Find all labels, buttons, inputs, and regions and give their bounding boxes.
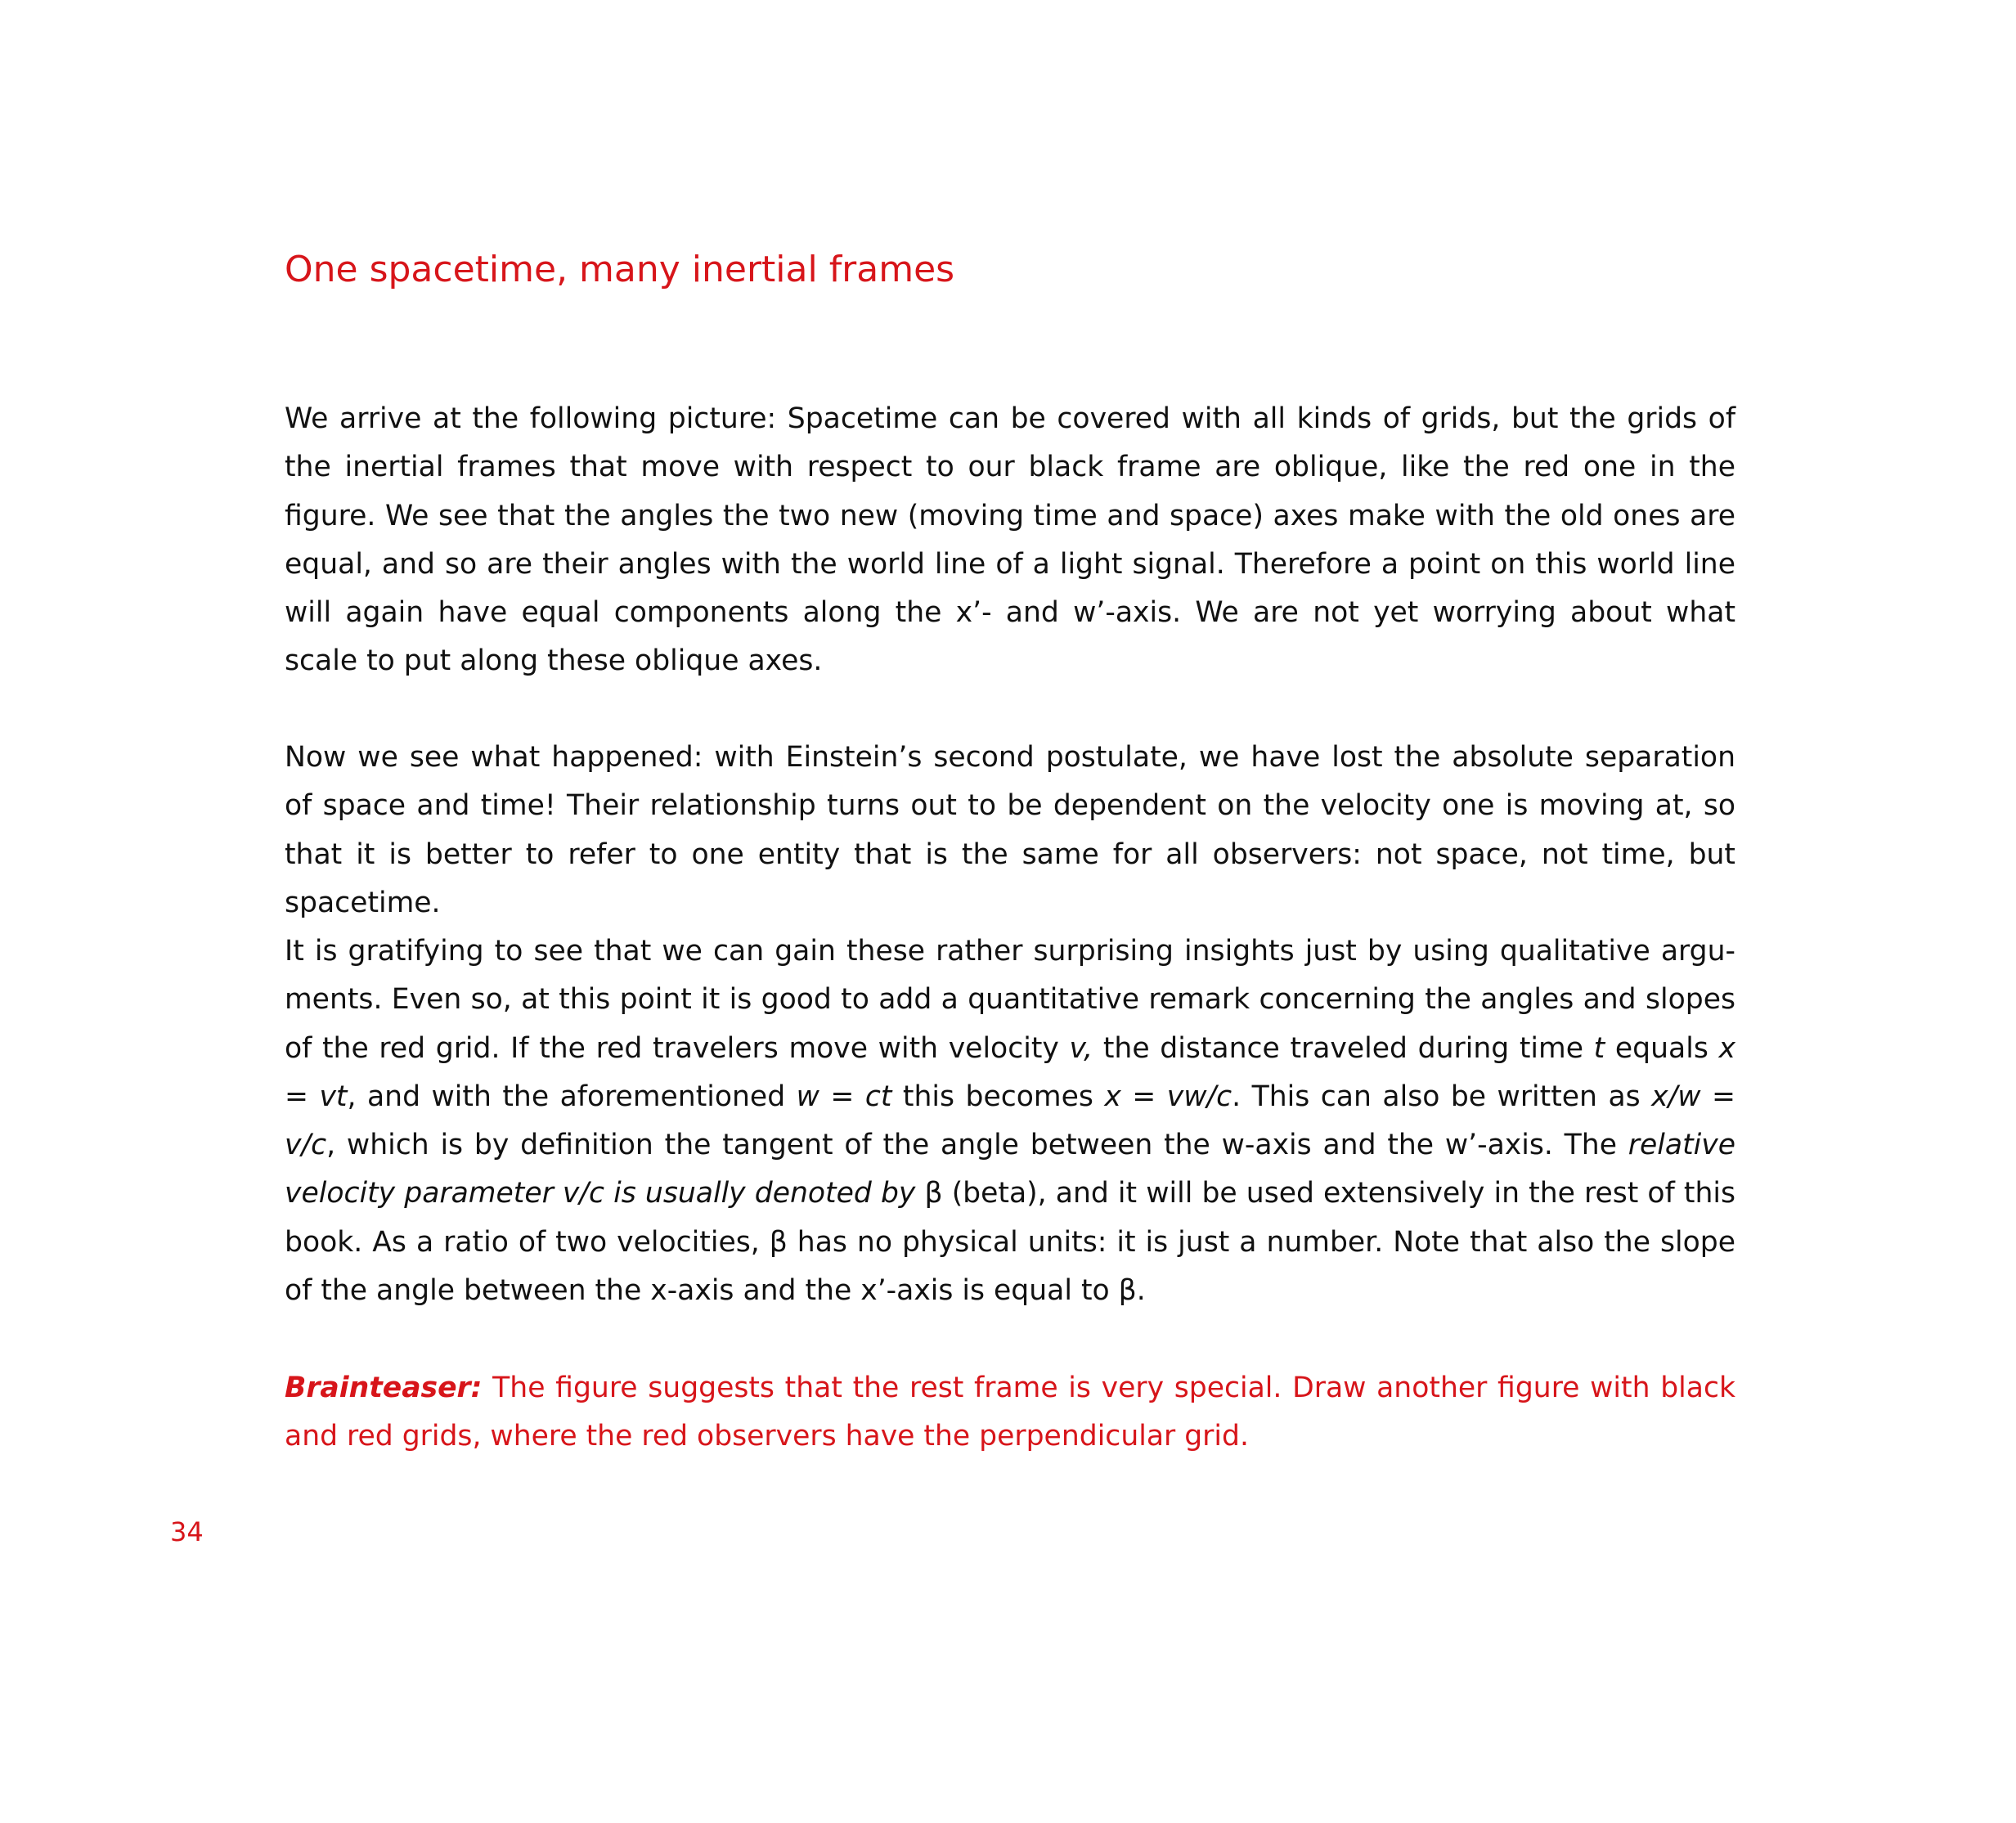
math-v: v, — [1069, 1031, 1093, 1065]
paragraph-oblique-grids: We arrive at the following picture: Spacetime can be covered with all kinds of grids, but the grids of the inertial frames that move with respect to our black frame are oblique, like the red one in the figure. We see that the angles the two new (moving time and space) axes make with the old ones are equal, and so are their angles with the world line of a light signal. Therefore a point on this world line will again have equal components along the x’- and w’-axis. We are not yet worrying about what scale to put along these oblique axes. — [285, 402, 1735, 678]
math-x-equals-vt: x = vt — [285, 1031, 1735, 1113]
text-run: , which is by definition the tangent of the angle between the w-axis and the w’-axis. The — [326, 1129, 1628, 1162]
text-run: . This can also be written as — [1232, 1080, 1652, 1113]
text-run: , and with the aforementioned — [347, 1080, 797, 1113]
math-x-over-w: x/w = v/c — [285, 1080, 1735, 1162]
text-run: the distance traveled during time — [1093, 1031, 1594, 1065]
text-run: It is gratifying to see that we can gain these rather surprising insights just by using qualitative arguments. Even so, at this point it is good to add a quantitative remark concerning the angles and slopes of the red grid. If the red travelers move with velocity — [285, 935, 1735, 1065]
section-title: One spacetime, many inertial frames — [285, 249, 955, 290]
text-run: β (beta), and it will be used extensively in the rest of this book. As a ratio of two velocities, β has no physical units: it is just a number. Note that also the slope of the angle between the x-axis and the x’-axis is equal to β. — [285, 1177, 1735, 1308]
paragraph-velocity-parameter — [285, 927, 1735, 1315]
emphasis-relative-velocity: relative velocity parameter v/c is usually denoted by — [285, 1129, 1735, 1210]
text-run: this becomes — [891, 1080, 1105, 1113]
paragraph-spacetime: Now we see what happened: with Einstein’s second postulate, we have lost the absolute separation of space and time! Their relationship turns out to be dependent on the velocity one is moving at, so that it is better to refer to one entity that is the same for all observers: not space, not time, but spacetime. — [285, 741, 1735, 919]
brainteaser-paragraph — [285, 1364, 1735, 1462]
brainteaser-text: The figure suggests that the rest frame is very special. Draw another figure with black and red grids, where the red observers have the perpendicular grid. — [285, 1372, 1735, 1453]
brainteaser-label: Brainteaser: — [285, 1372, 483, 1404]
text-run: equals — [1605, 1031, 1719, 1065]
page-number: 34 — [170, 1516, 204, 1547]
math-w-equals-ct: w = ct — [796, 1080, 892, 1113]
math-t: t — [1593, 1031, 1605, 1065]
math-x-equals-vw-over-c: x = vw/c — [1104, 1080, 1232, 1113]
